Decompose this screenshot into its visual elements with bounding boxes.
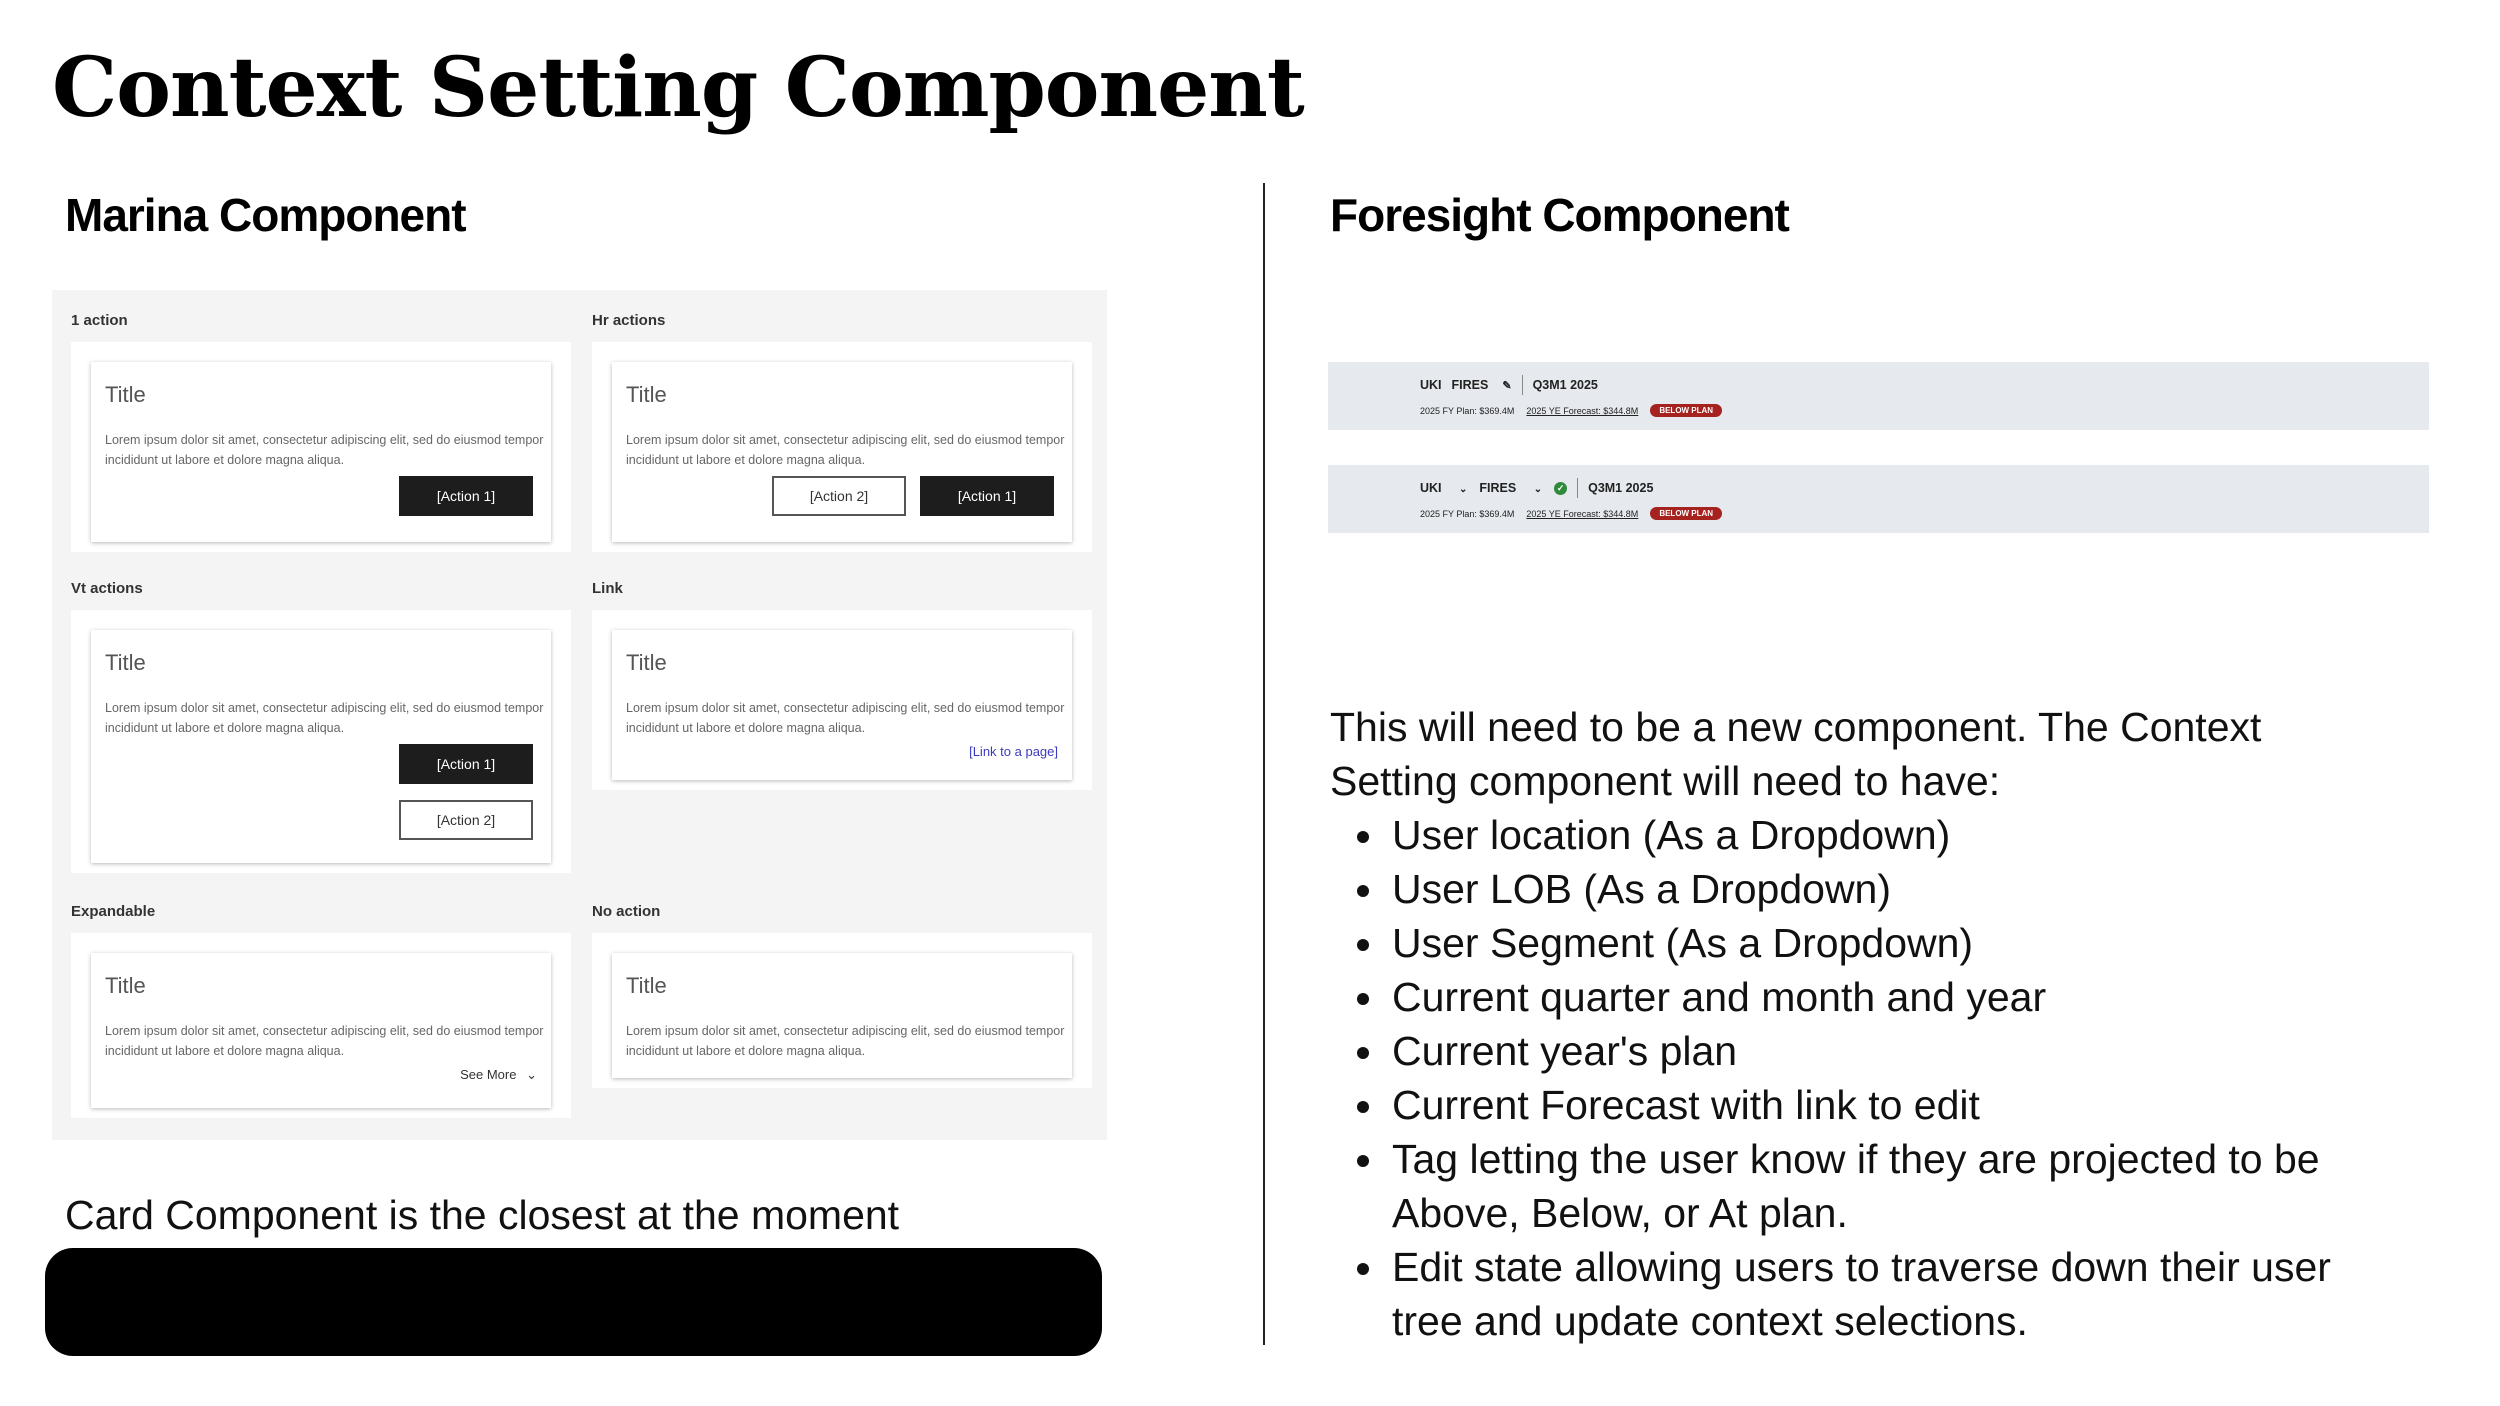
variant-frame — [592, 342, 1092, 552]
variant-label-no-action: No action — [592, 903, 661, 920]
card-body: Lorem ipsum dolor sit amet, consectetur adipiscing elit, sed do eiusmod tempor incididunt ut labore et dolore magna aliqua. — [105, 433, 544, 467]
variant-frame — [71, 610, 571, 873]
card-variants-panel — [52, 290, 1107, 1140]
section-divider — [1263, 183, 1265, 1345]
below-plan-badge: BELOW PLAN — [1650, 404, 1722, 417]
below-plan-badge: BELOW PLAN — [1650, 507, 1722, 520]
variant-frame — [71, 933, 571, 1118]
location-value: UKI — [1420, 378, 1442, 392]
card-hr-actions — [612, 362, 1072, 542]
action-1-button[interactable]: [Action 1] — [920, 476, 1054, 516]
variant-label-vt-actions: Vt actions — [71, 580, 143, 597]
action-1-button[interactable]: [Action 1] — [399, 476, 533, 516]
requirement-item: • User Segment (As a Dropdown) — [1388, 916, 2390, 970]
variant-frame — [592, 610, 1092, 790]
see-more-toggle[interactable] — [460, 1067, 537, 1083]
variant-frame — [71, 342, 571, 552]
card-title: Title — [105, 973, 146, 998]
context-bar-view — [1328, 362, 2429, 430]
card-component-caption: Card Component is the closest at the moment — [65, 1192, 900, 1238]
card-title: Title — [626, 382, 667, 407]
lob-value: FIRES — [1451, 378, 1489, 392]
marina-section-title: Marina Component — [65, 189, 466, 241]
forecast-link[interactable]: 2025 YE Forecast: $344.8M — [1526, 405, 1639, 416]
variant-label-link: Link — [592, 580, 623, 597]
lob-value: FIRES — [1479, 481, 1517, 495]
requirements-list — [1330, 808, 2390, 1348]
chevron-down-icon: ⌄ — [526, 1067, 537, 1082]
card-expandable — [91, 953, 551, 1108]
card-body: Lorem ipsum dolor sit amet, consectetur adipiscing elit, sed do eiusmod tempor incididunt ut labore et dolore magna aliqua. — [626, 1024, 1065, 1058]
card-vt-actions — [91, 630, 551, 863]
card-one-action — [91, 362, 551, 542]
action-2-button[interactable]: [Action 2] — [399, 800, 533, 840]
card-body: Lorem ipsum dolor sit amet, consectetur adipiscing elit, sed do eiusmod tempor incididunt ut labore et dolore magna aliqua. — [626, 701, 1065, 735]
card-body: Lorem ipsum dolor sit amet, consectetur adipiscing elit, sed do eiusmod tempor incididunt ut labore et dolore magna aliqua. — [105, 701, 544, 735]
requirement-item: • Current Forecast with link to edit — [1388, 1078, 2390, 1132]
card-no-action — [612, 953, 1072, 1078]
plan-value: 2025 FY Plan: $369.4M — [1420, 508, 1515, 519]
card-body: Lorem ipsum dolor sit amet, consectetur adipiscing elit, sed do eiusmod tempor incididunt ut labore et dolore magna aliqua. — [626, 433, 1065, 467]
card-link — [612, 630, 1072, 780]
requirement-item: • Current year's plan — [1388, 1024, 2390, 1078]
edit-icon[interactable]: ✎ — [1502, 379, 1512, 392]
lob-dropdown[interactable] — [1479, 481, 1542, 495]
card-title: Title — [105, 650, 146, 675]
redaction-block — [45, 1248, 1102, 1356]
requirement-item: • Current quarter and month and year — [1388, 970, 2390, 1024]
period-value: Q3M1 2025 — [1588, 481, 1654, 495]
foresight-section-title: Foresight Component — [1330, 189, 1789, 241]
variant-label-hr-actions: Hr actions — [592, 312, 666, 329]
card-body: Lorem ipsum dolor sit amet, consectetur adipiscing elit, sed do eiusmod tempor incididunt ut labore et dolore magna aliqua. — [105, 1024, 544, 1058]
chevron-down-icon: ⌄ — [1459, 484, 1468, 495]
chevron-down-icon: ⌄ — [1533, 484, 1543, 495]
page-title: Context Setting Component — [52, 40, 1304, 136]
separator — [1522, 375, 1523, 395]
requirement-item: • Edit state allowing users to traverse down their user tree and update context selections. — [1388, 1240, 2390, 1348]
variant-label-expandable: Expandable — [71, 903, 156, 920]
variant-label-1-action: 1 action — [71, 312, 128, 329]
action-2-button[interactable]: [Action 2] — [772, 476, 906, 516]
plan-value: 2025 FY Plan: $369.4M — [1420, 405, 1515, 416]
period-value: Q3M1 2025 — [1532, 378, 1598, 392]
requirement-item: • User LOB (As a Dropdown) — [1388, 862, 2390, 916]
variant-frame — [592, 933, 1092, 1088]
link-to-page[interactable]: [Link to a page] — [969, 744, 1058, 759]
location-dropdown[interactable] — [1420, 481, 1467, 495]
description-intro: This will need to be a new component. The Context Setting component will need to have: — [1330, 704, 2262, 804]
location-value: UKI — [1420, 481, 1442, 495]
action-1-button[interactable]: [Action 1] — [399, 744, 533, 784]
card-title: Title — [626, 973, 667, 998]
context-bar-edit — [1328, 465, 2429, 533]
see-more-label: See More — [460, 1067, 517, 1082]
card-title: Title — [626, 650, 667, 675]
requirement-item: • Tag letting the user know if they are projected to be Above, Below, or At plan. — [1388, 1132, 2390, 1240]
separator — [1577, 478, 1578, 498]
card-title: Title — [105, 382, 146, 407]
requirements-description — [1330, 700, 2390, 1348]
confirm-check-icon[interactable]: ✓ — [1554, 482, 1567, 495]
requirement-item: • User location (As a Dropdown) — [1388, 808, 2390, 862]
forecast-link[interactable]: 2025 YE Forecast: $344.8M — [1526, 508, 1639, 519]
